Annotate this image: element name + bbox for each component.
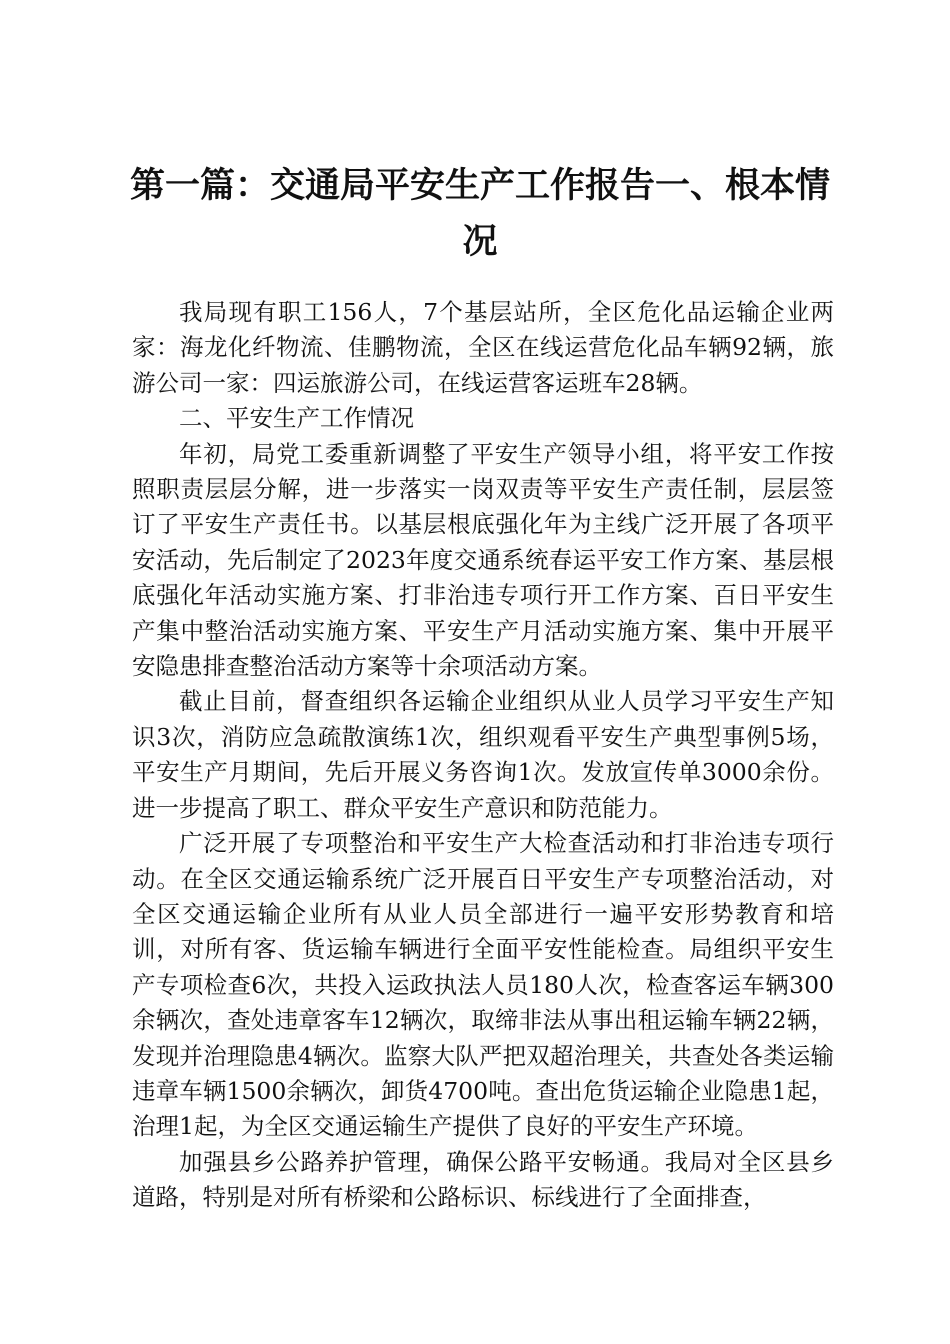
document-title (120, 158, 840, 270)
section-heading-safety-work: 二、平安生产工作情况 (179, 404, 414, 433)
paragraph-road-maintenance: 加强县乡公路养护管理，确保公路平安畅通。我局对全区县乡道路，特别是对所有桥梁和公路标识、标线进行了全面排查， (132, 1147, 834, 1212)
document-body (132, 295, 834, 1216)
title-line-1: 第一篇：交通局平安生产工作报告一、根本情 (129, 166, 830, 206)
title-line-2: 况 (462, 222, 498, 262)
paragraph-special-inspections: 广泛开展了专项整治和平安生产大检查活动和打非治违专项行动。在全区交通运输系统广泛开展百日平安生产专项整治活动，对全区交通运输企业所有从业人员全部进行一遍平安形势教育和培训，对所有客、货运输车辆进行全面平安性能检查。局组织平安生产专项检查6次，共投入运政执法人员180人次，检查客运车辆300余辆次，查处违章客车12辆次，取缔非法从事出租运输车辆22辆，发现并治理隐患4辆次。监察大队严把双超治理关，共查处各类运输违章车辆1500余辆次，卸货4700吨。查出危货运输企业隐患1起，治理1起，为全区交通运输生产提供了良好的平安生产环境。 (132, 829, 834, 1141)
paragraph-training-drills: 截止目前，督查组织各运输企业组织从业人员学习平安生产知识3次，消防应急疏散演练1次，组织观看平安生产典型事例5场，平安生产月期间，先后开展义务咨询1次。发放宣传单3000余份。进一步提高了职工、群众平安生产意识和防范能力。 (132, 687, 834, 822)
paragraph-leadership-plans: 年初，局党工委重新调整了平安生产领导小组，将平安工作按照职责层层分解，进一步落实一岗双责等平安生产责任制，层层签订了平安生产责任书。以基层根底强化年为主线广泛开展了各项平安活动，先后制定了2023年度交通系统春运平安工作方案、基层根底强化年活动实施方案、打非治违专项行开工作方案、百日平安生产集中整治活动实施方案、平安生产月活动实施方案、集中开展平安隐患排查整治活动方案等十余项活动方案。 (132, 439, 834, 681)
paragraph-staff-overview: 我局现有职工156人，7个基层站所，全区危化品运输企业两家：海龙化纤物流、佳鹏物流，全区在线运营危化品车辆92辆，旅游公司一家：四运旅游公司，在线运营客运班车28辆。 (132, 298, 834, 397)
